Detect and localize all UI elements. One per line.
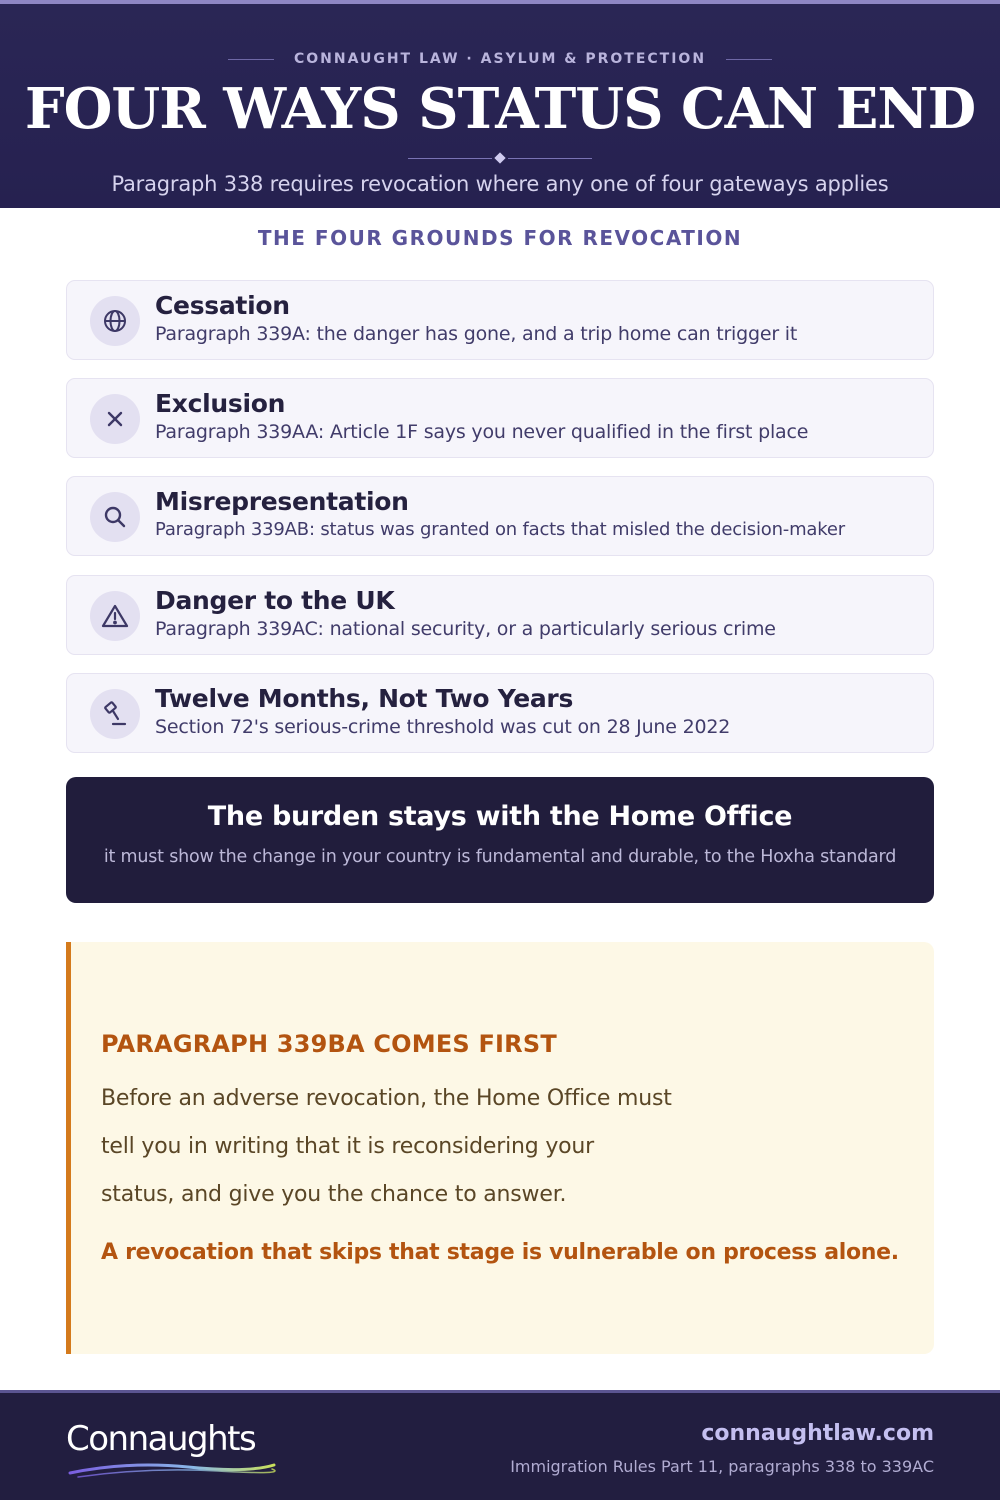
website-link[interactable]: connaughtlaw.com (701, 1421, 934, 1446)
diamond-icon (494, 152, 505, 163)
globe-icon (90, 296, 140, 346)
ground-description: Paragraph 339AC: national security, or a particularly serious crime (155, 618, 776, 640)
ground-card-twelve-months (66, 673, 934, 753)
eyebrow-rule-right (726, 59, 772, 60)
burden-subtitle: it must show the change in your country is fundamental and durable, to the Hoxha standard (103, 847, 897, 867)
ground-description: Paragraph 339AB: status was granted on facts that misled the decision-maker (155, 519, 845, 540)
header-banner (0, 0, 1000, 208)
burden-banner (66, 777, 934, 903)
page-subtitle: Paragraph 338 requires revocation where any one of four gateways applies (111, 172, 889, 196)
gavel-icon (90, 689, 140, 739)
ground-description: Section 72's serious-crime threshold was cut on 28 June 2022 (155, 716, 731, 738)
ground-description: Paragraph 339A: the danger has gone, and a trip home can trigger it (155, 323, 798, 345)
callout-heading: PARAGRAPH 339BA COMES FIRST (101, 1030, 557, 1058)
section-heading: THE FOUR GROUNDS FOR REVOCATION (257, 226, 743, 250)
ground-card-exclusion (66, 378, 934, 458)
callout-emphasis: A revocation that skips that stage is vulnerable on process alone. (101, 1240, 899, 1265)
callout-text-line: Before an adverse revocation, the Home Office must (101, 1086, 672, 1111)
ground-card-misrepresentation (66, 476, 934, 556)
ground-title: Exclusion (155, 389, 286, 418)
ground-title: Danger to the UK (155, 586, 395, 615)
ground-card-danger (66, 575, 934, 655)
logo-swoosh-icon (68, 1459, 278, 1479)
eyebrow-row (0, 48, 1000, 70)
source-citation: Immigration Rules Part 11, paragraphs 338 to 339AC (510, 1457, 934, 1476)
diamond-divider (408, 154, 592, 164)
page-title: FOUR WAYS STATUS CAN END (24, 76, 976, 142)
eyebrow-rule-left (228, 59, 274, 60)
ground-title: Twelve Months, Not Two Years (155, 684, 574, 713)
burden-title: The burden stays with the Home Office (207, 801, 793, 832)
logo: Connaughts (66, 1419, 256, 1459)
eyebrow-label: CONNAUGHT LAW · ASYLUM & PROTECTION (293, 51, 707, 67)
callout-text-line: tell you in writing that it is reconsidering your (101, 1134, 594, 1159)
ground-title: Cessation (155, 291, 290, 320)
cross-icon (90, 394, 140, 444)
warning-icon (90, 591, 140, 641)
ground-card-cessation (66, 280, 934, 360)
ground-title: Misrepresentation (155, 487, 409, 516)
callout-box (66, 942, 934, 1354)
magnifier-icon (90, 492, 140, 542)
callout-text-line: status, and give you the chance to answer. (101, 1182, 567, 1207)
footer (0, 1390, 1000, 1500)
ground-description: Paragraph 339AA: Article 1F says you never qualified in the first place (155, 421, 809, 443)
